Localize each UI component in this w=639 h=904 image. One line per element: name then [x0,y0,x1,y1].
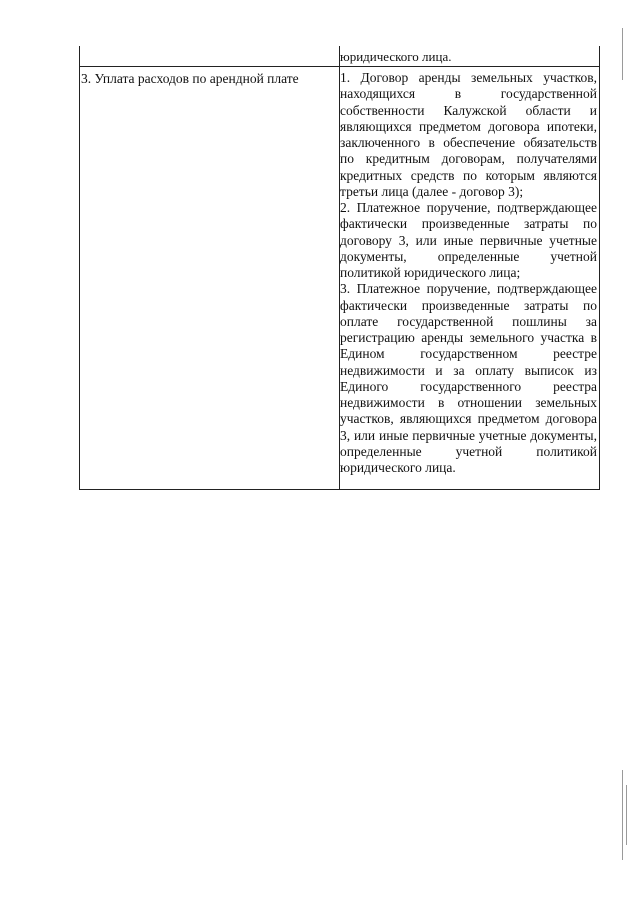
table-row-continuation [80,46,599,67]
document-table [79,46,600,490]
scan-line-bottom [622,770,623,860]
document-item-2: 2. Платежное поручение, подтверждающее фактически произведенные затраты по договору 3, или иные первичные учетные документы, определенные учетной политикой юридического лица; [340,200,597,280]
table-cell-empty [80,46,340,66]
row-3-documents [340,67,599,489]
document-item-1: 1. Договор аренды земельных участков, находящихся в государственной собственности Калужской области и являющихся предметом договора ипотеки, заключенного в обеспечение обязательств по кредитным договорам, получателями кредитных средств по которым являются третьи лица (далее - договор 3); [340,70,597,199]
scan-line-bottom-2 [626,785,627,845]
table-row-3 [80,67,599,489]
document-item-3: 3. Платежное поручение, подтверждающее фактически произведенные затраты по оплате государственной пошлины за регистрацию аренды земельного участка в Едином государственном реестре недвижимости и за оплату выписок из Единого государственного реестра недвижимости в отношении земельных участков, являющихся предметом договора 3, или иные первичные учетные документы, определенные учетной политикой юридического лица. [340,281,597,475]
row-3-title: 3. Уплата расходов по арендной плате [80,67,340,489]
table-cell-continuation: юридического лица. [340,49,452,64]
scan-line-top [622,28,623,80]
